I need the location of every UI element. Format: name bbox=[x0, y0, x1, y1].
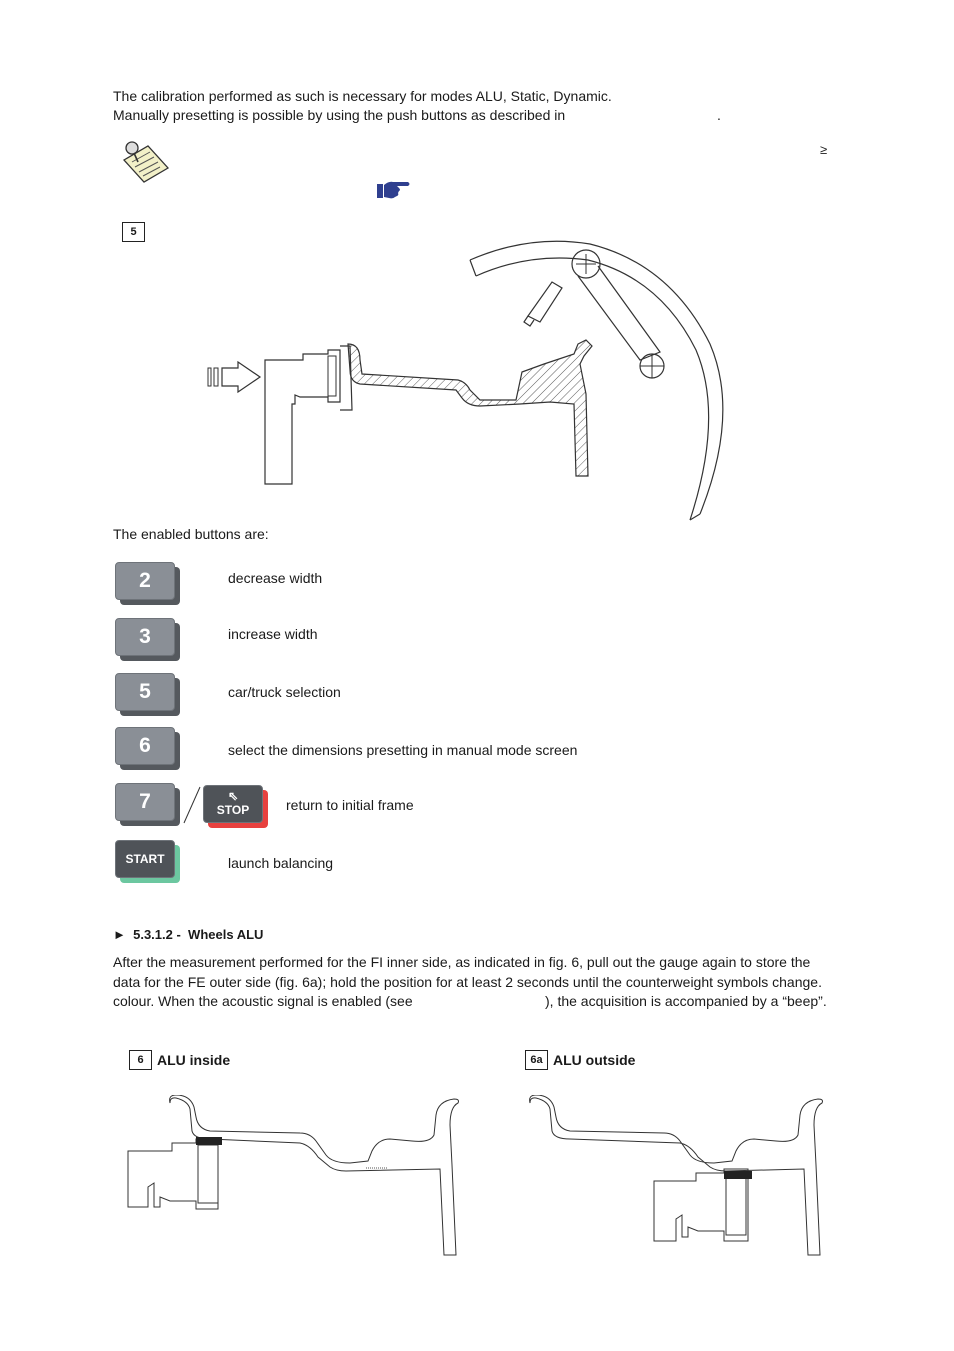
key-2-description: decrease width bbox=[228, 570, 323, 586]
intro-line-2-end: . bbox=[717, 107, 721, 123]
intro-line-2: Manually presetting is possible by using the push buttons as described in bbox=[113, 107, 566, 123]
alu-inside-diagram bbox=[120, 1095, 465, 1260]
corner-arrow-icon: ⇖ bbox=[227, 789, 239, 803]
key-3-button[interactable] bbox=[115, 618, 175, 656]
memo-pin-icon bbox=[118, 138, 172, 184]
key-3-label: 3 bbox=[115, 618, 175, 656]
figure-6a-number: 6a bbox=[525, 1050, 548, 1070]
key-6-button[interactable] bbox=[115, 727, 175, 765]
section-title: Wheels ALU bbox=[188, 927, 264, 942]
alu-outside-diagram bbox=[520, 1095, 830, 1260]
key-5-label: 5 bbox=[115, 673, 175, 711]
figure-6a-title: ALU outside bbox=[553, 1052, 636, 1068]
stop-label: STOP bbox=[216, 803, 250, 817]
start-button[interactable] bbox=[115, 840, 175, 878]
enabled-buttons-heading: The enabled buttons are: bbox=[113, 526, 269, 542]
section-paragraph-line-1: After the measurement performed for the FI inner side, as indicated in fig. 6, pull out the gauge again to store the bbox=[113, 954, 811, 970]
section-paragraph-line-2: data for the FE outer side (fig. 6a); hold the position for at least 2 seconds until the counterweight symbols change. bbox=[113, 974, 822, 990]
key-7-label: 7 bbox=[115, 783, 175, 821]
key-7-button[interactable] bbox=[115, 783, 175, 821]
figure-5-number: 5 bbox=[122, 222, 145, 242]
key-5-button[interactable] bbox=[115, 673, 175, 711]
key-2-button[interactable] bbox=[115, 562, 175, 600]
slash-divider bbox=[182, 786, 202, 824]
section-paragraph-line-3b: ), the acquisition is accompanied by a “beep”. bbox=[545, 993, 827, 1009]
key-3-description: increase width bbox=[228, 626, 318, 642]
key-5-description: car/truck selection bbox=[228, 684, 341, 700]
figure-6-number: 6 bbox=[129, 1050, 152, 1070]
section-number: 5.3.1.2 - bbox=[133, 927, 181, 942]
stop-button[interactable] bbox=[203, 785, 263, 823]
section-marker: ► bbox=[113, 927, 126, 942]
intro-line-1: The calibration performed as such is necessary for modes ALU, Static, Dynamic. bbox=[113, 88, 612, 104]
section-heading bbox=[113, 925, 263, 944]
section-paragraph-line-3a: colour. When the acoustic signal is enabled (see bbox=[113, 993, 413, 1009]
key-6-label: 6 bbox=[115, 727, 175, 765]
start-label: START bbox=[115, 840, 175, 878]
start-description: launch balancing bbox=[228, 855, 334, 871]
gauge-measurement-diagram bbox=[200, 234, 745, 524]
geq-symbol: ≥ bbox=[820, 142, 828, 157]
pointing-hand-icon bbox=[375, 178, 411, 200]
stop-description: return to initial frame bbox=[286, 797, 414, 813]
key-6-description: select the dimensions presetting in manual mode screen bbox=[228, 742, 578, 758]
key-2-label: 2 bbox=[115, 562, 175, 600]
figure-6-title: ALU inside bbox=[157, 1052, 231, 1068]
